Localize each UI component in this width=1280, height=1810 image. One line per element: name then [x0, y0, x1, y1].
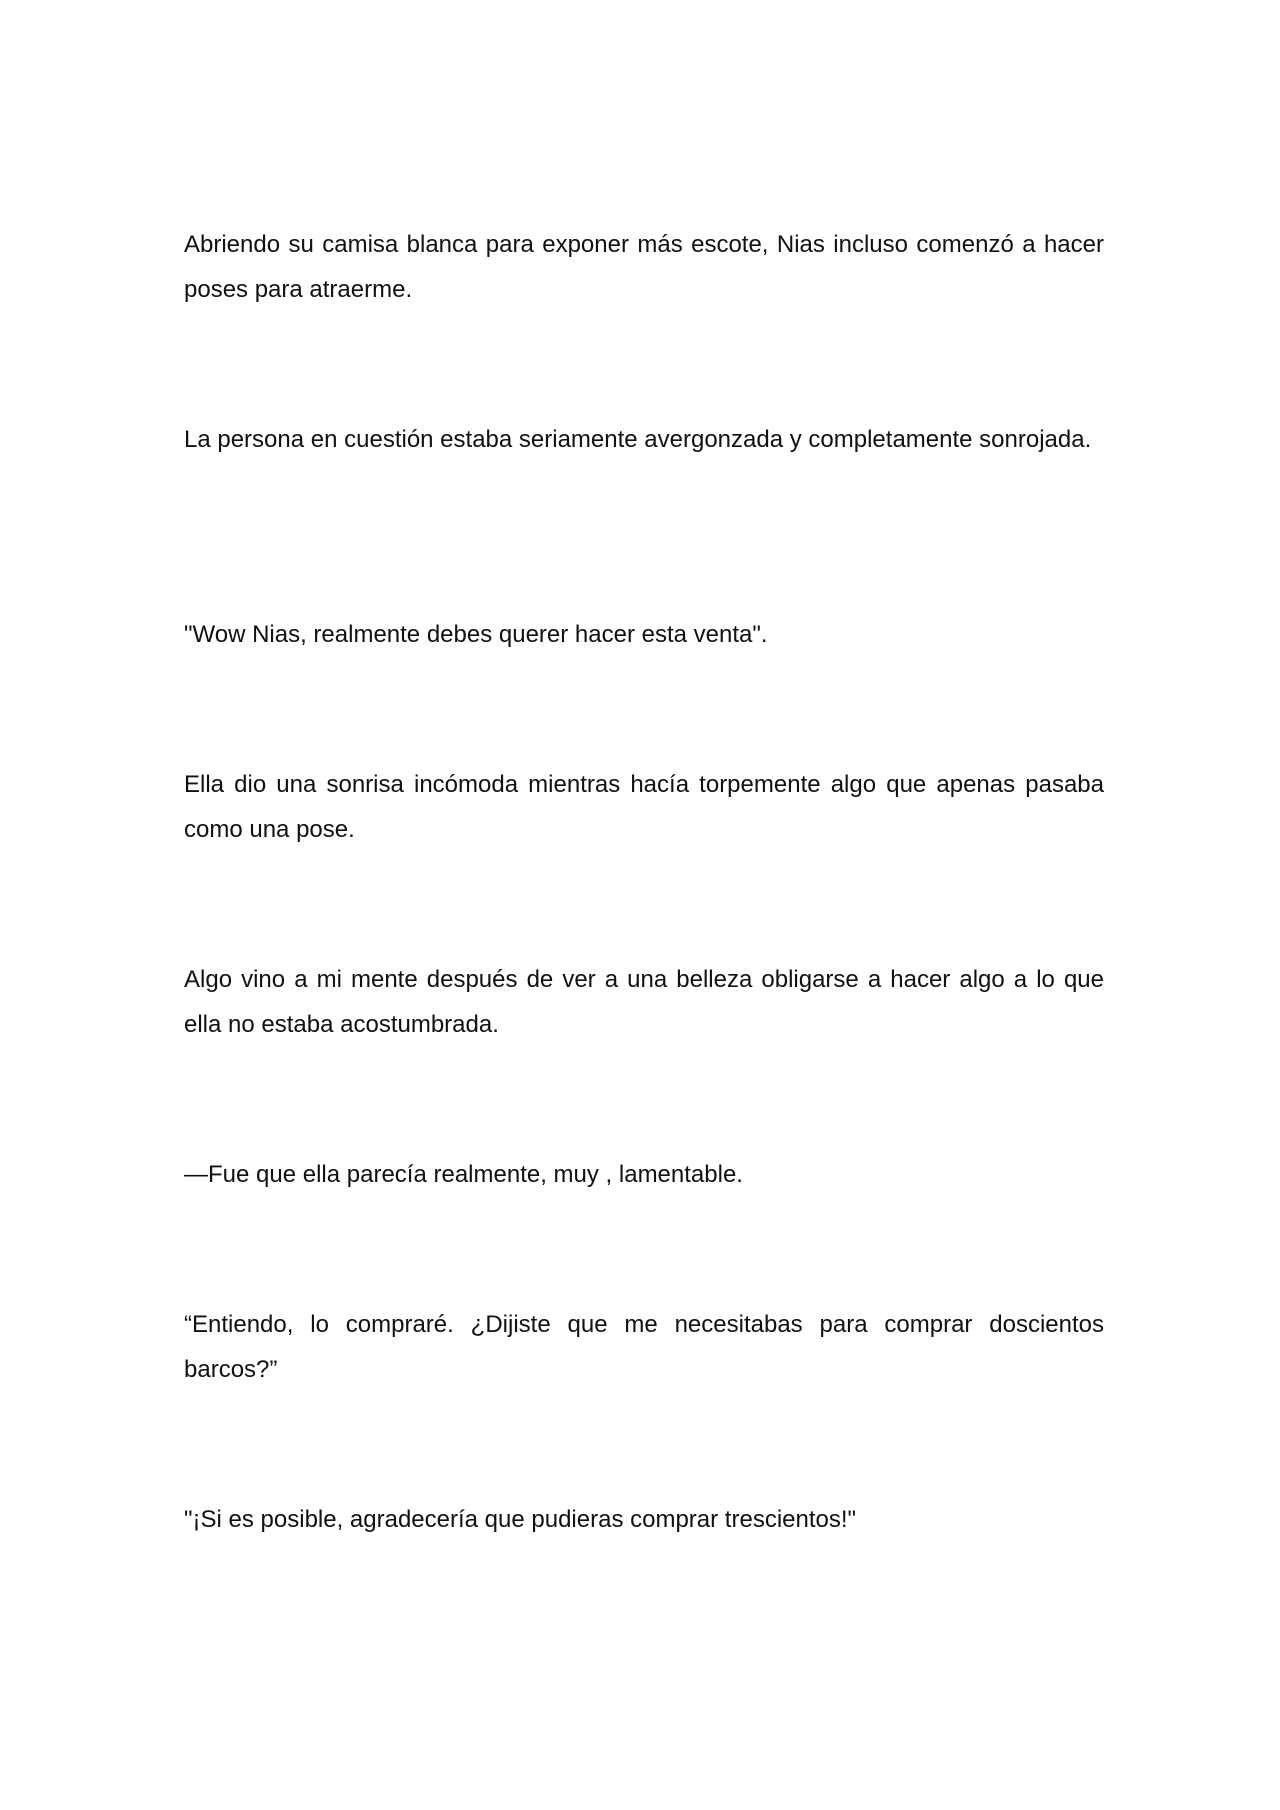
paragraph: "Wow Nias, realmente debes querer hacer esta venta".: [184, 621, 768, 648]
paragraph: Ella dio una sonrisa incómoda mientras hacía torpemente algo que apenas pasaba como una pose.: [184, 771, 1104, 843]
paragraph: “Entiendo, lo compraré. ¿Dijiste que me necesitabas para comprar doscientos barcos?”: [184, 1311, 1104, 1383]
paragraph: La persona en cuestión estaba seriamente avergonzada y completamente sonrojada.: [184, 426, 1092, 453]
paragraph: Algo vino a mi mente después de ver a una belleza obligarse a hacer algo a lo que ella no estaba acostumbrada.: [184, 966, 1104, 1038]
paragraph: Abriendo su camisa blanca para exponer más escote, Nias incluso comenzó a hacer poses para atraerme.: [184, 231, 1104, 303]
paragraph: "¡Si es posible, agradecería que pudieras comprar trescientos!": [184, 1506, 857, 1533]
paragraph: —Fue que ella parecía realmente, muy , lamentable.: [184, 1161, 743, 1188]
